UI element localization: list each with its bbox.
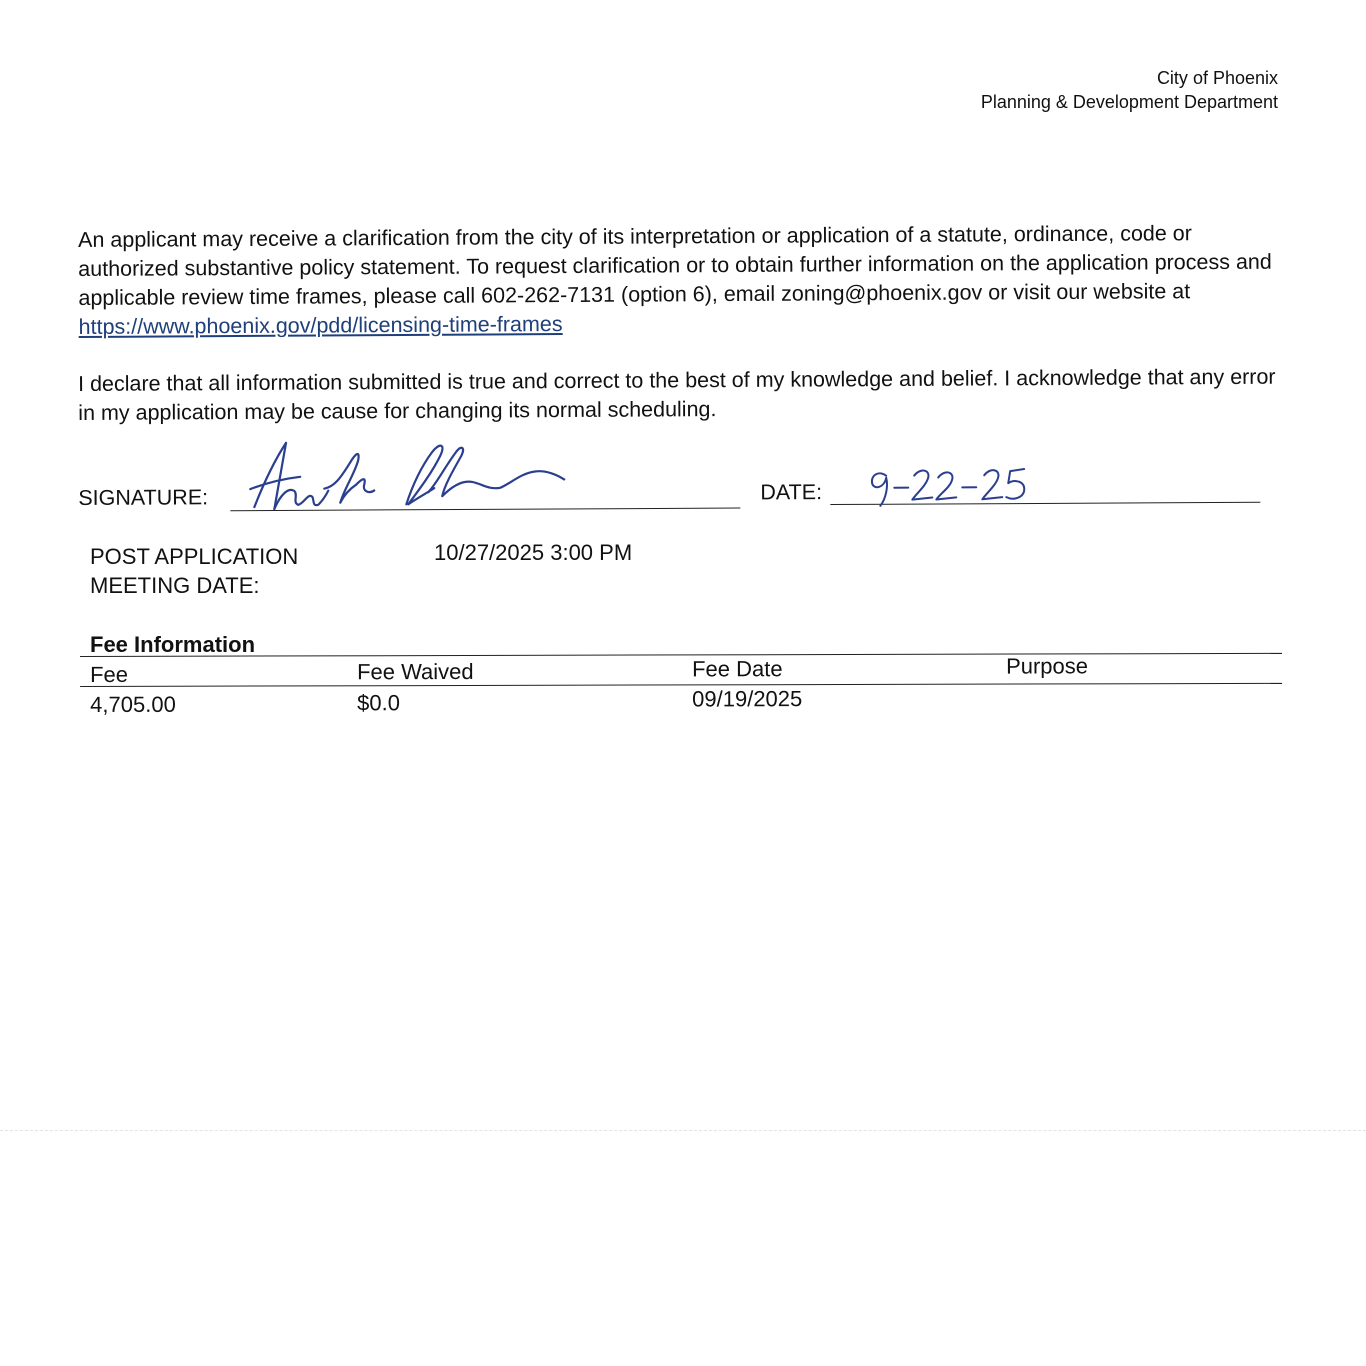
city-name: City of Phoenix [1156,68,1278,88]
fee-table [80,645,1282,728]
post-application-meeting-date: 10/27/2025 3:00 PM [434,540,633,565]
scan-fold-line [0,1130,1366,1131]
fee-header-fee-date: Fee Date [692,656,783,682]
post-application-label-line1: POST APPLICATION [90,544,299,569]
fee-cell-date: 09/19/2025 [692,686,803,712]
licensing-time-frames-link[interactable]: https://www.phoenix.gov/pdd/licensing-time-frames [78,312,563,339]
handwritten-date [868,461,1048,512]
clarification-text: An applicant may receive a clarification from the city of its interpretation or application of a statute, ordinance, code or authorized substantive policy statement. To request clarification or to obtain further information on the application process and applicable review time frames, please call 602-262-7131 (option 6), email zoning@phoenix.gov or visit our website at [78,221,1272,310]
handwritten-signature [248,437,648,517]
date-label: DATE: [760,480,823,505]
fee-cell-amount: 4,705.00 [90,691,176,717]
department-name: Planning & Development Department [980,92,1278,112]
fee-table-top-rule [80,653,1282,657]
post-application-label-line2: MEETING DATE: [90,573,260,598]
signature-label: SIGNATURE: [78,485,209,510]
fee-header-fee-waived: Fee Waived [357,658,474,685]
fee-information-title: Fee Information [90,632,256,657]
post-application-label [90,542,298,600]
fee-header-purpose: Purpose [1006,653,1089,679]
declaration-paragraph: I declare that all information submitted is true and correct to the best of my knowledge and belief. I acknowledge that any error in my application may be cause for changing its normal scheduling. [78,364,1276,425]
fee-cell-waived: $0.0 [357,690,401,716]
clarification-paragraph [78,219,1284,342]
fee-table-header-rule [80,683,1282,687]
department-header [981,66,1278,114]
fee-header-fee: Fee [90,661,129,687]
signature-row [78,434,1268,520]
